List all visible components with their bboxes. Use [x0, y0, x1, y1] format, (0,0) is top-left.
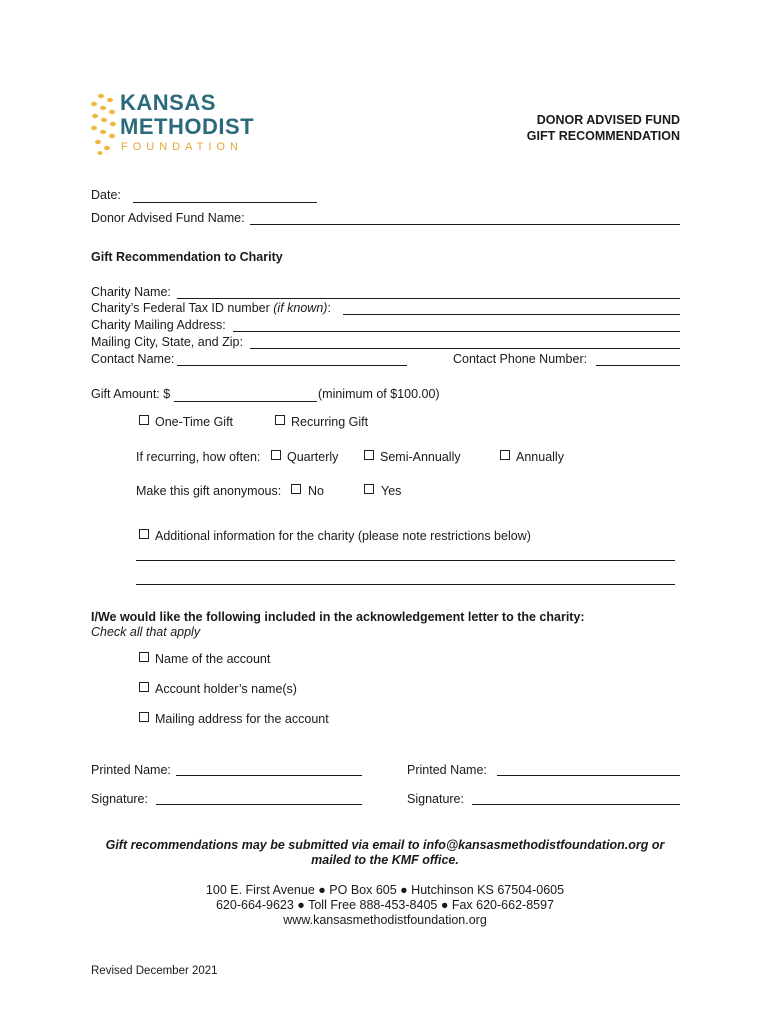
logo-dots-icon	[88, 90, 122, 156]
fund-name-label: Donor Advised Fund Name:	[91, 211, 245, 225]
printed-name-left-field[interactable]	[176, 775, 362, 776]
additional-info-checkbox[interactable]	[139, 529, 149, 539]
gift-minimum-note: (minimum of $100.00)	[318, 387, 440, 401]
contact-phone-label: Contact Phone Number:	[453, 352, 588, 366]
anonymous-yes-checkbox[interactable]	[364, 484, 374, 494]
annually-label: Annually	[516, 450, 564, 464]
printed-name-right-field[interactable]	[497, 775, 680, 776]
contact-name-field[interactable]	[177, 365, 407, 366]
tax-id-field[interactable]	[343, 314, 680, 315]
semi-annually-label: Semi-Annually	[380, 450, 461, 464]
quarterly-checkbox[interactable]	[271, 450, 281, 460]
acknowledgement-heading: I/We would like the following included in the acknowledgement letter to the charity:	[91, 610, 585, 624]
gift-amount-label: Gift Amount: $	[91, 387, 171, 401]
annually-checkbox[interactable]	[500, 450, 510, 460]
submission-note-line1: Gift recommendations may be submitted via email to info@kansasmethodistfoundation.org or	[105, 838, 665, 852]
date-field[interactable]	[133, 202, 317, 203]
ack-mailing-address-checkbox[interactable]	[139, 712, 149, 722]
logo-line1: KANSAS	[120, 90, 216, 115]
additional-info-label: Additional information for the charity (please note restrictions below)	[155, 529, 531, 543]
submission-note-line2: mailed to the KMF office.	[311, 853, 459, 867]
signature-left-label: Signature:	[91, 792, 148, 806]
charity-name-field[interactable]	[177, 298, 680, 299]
gift-amount-field[interactable]	[174, 401, 317, 402]
printed-name-left-label: Printed Name:	[91, 763, 171, 777]
one-time-gift-label: One-Time Gift	[155, 415, 234, 429]
anonymous-yes-label: Yes	[381, 484, 402, 498]
ack-account-name-label: Name of the account	[155, 652, 271, 666]
tax-id-if-known: (if known)	[273, 301, 328, 315]
charity-section-heading: Gift Recommendation to Charity	[91, 250, 283, 264]
mailing-address-field[interactable]	[233, 331, 680, 332]
ack-holder-names-checkbox[interactable]	[139, 682, 149, 692]
recurring-gift-label: Recurring Gift	[291, 415, 369, 429]
city-state-zip-field[interactable]	[250, 348, 680, 349]
contact-name-label: Contact Name:	[91, 352, 175, 366]
additional-info-line-2[interactable]	[136, 584, 675, 585]
recurring-gift-checkbox[interactable]	[275, 415, 285, 425]
how-often-label: If recurring, how often:	[136, 450, 261, 464]
tax-id-label-text: Charity’s Federal Tax ID number	[91, 301, 270, 315]
signature-right-label: Signature:	[407, 792, 464, 806]
ack-mailing-address-label: Mailing address for the account	[155, 712, 329, 726]
logo-line3: FOUNDATION	[121, 141, 243, 153]
footer-phones: 620-664-9623 ● Toll Free 888-453-8405 ● Fax 620-662-8597	[215, 898, 554, 912]
form-title-line1: DONOR ADVISED FUND	[536, 113, 680, 127]
ack-account-name-checkbox[interactable]	[139, 652, 149, 662]
form-title-line2: GIFT RECOMMENDATION	[526, 129, 680, 143]
footer-website: www.kansasmethodistfoundation.org	[283, 913, 487, 927]
acknowledgement-subheading: Check all that apply	[91, 625, 201, 639]
revised-date: Revised December 2021	[91, 965, 218, 977]
tax-id-colon: :	[327, 301, 331, 315]
one-time-gift-checkbox[interactable]	[139, 415, 149, 425]
charity-name-label: Charity Name:	[91, 285, 171, 299]
contact-phone-field[interactable]	[596, 365, 680, 366]
mailing-address-label: Charity Mailing Address:	[91, 318, 226, 332]
city-state-zip-label: Mailing City, State, and Zip:	[91, 335, 243, 349]
logo-line2: METHODIST	[120, 114, 255, 139]
anonymous-no-label: No	[308, 484, 324, 498]
logo	[88, 90, 268, 156]
tax-id-label	[91, 301, 331, 315]
anonymous-no-checkbox[interactable]	[291, 484, 301, 494]
printed-name-right-label: Printed Name:	[407, 763, 487, 777]
ack-holder-names-label: Account holder’s name(s)	[155, 682, 297, 696]
signature-left-field[interactable]	[156, 804, 362, 805]
quarterly-label: Quarterly	[287, 450, 339, 464]
footer-address: 100 E. First Avenue ● PO Box 605 ● Hutchinson KS 67504-0605	[205, 883, 565, 897]
semi-annually-checkbox[interactable]	[364, 450, 374, 460]
date-label: Date:	[91, 188, 121, 202]
signature-right-field[interactable]	[472, 804, 680, 805]
fund-name-field[interactable]	[250, 224, 680, 225]
anonymous-label: Make this gift anonymous:	[136, 484, 282, 498]
additional-info-line-1[interactable]	[136, 560, 675, 561]
